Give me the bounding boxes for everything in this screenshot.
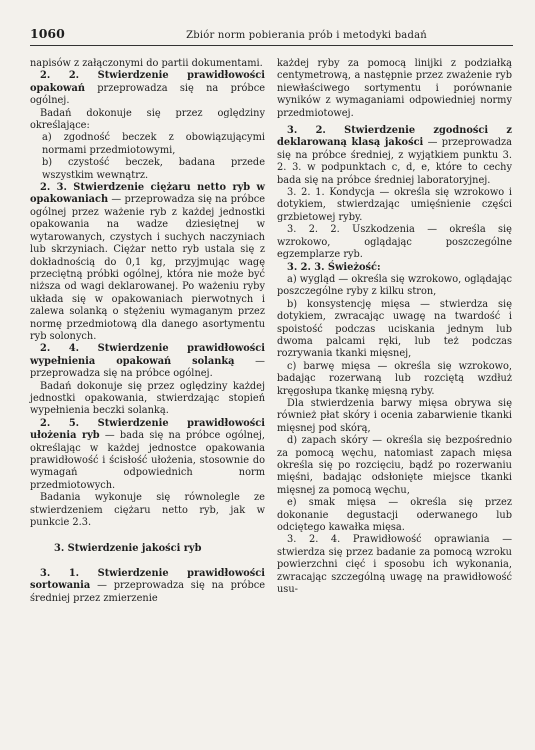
clause-heading: 3. 2. 3. Świeżość:: [287, 261, 381, 273]
text-columns: [30, 58, 513, 605]
page-header: [30, 26, 513, 46]
paragraph: 3. 2. 1. Kondycja — określa się wzrokowo i dotykiem, stwierdzając umięśnienie części grzbietowej ryby.: [277, 187, 512, 223]
paragraph: 3. 1. Stwierdzenie prawidłowości sortowania — przeprowadza się na próbce średniej przez zmierzenie: [30, 567, 265, 604]
paragraph: 3. 2. Stwierdzenie zgodności z deklarowaną klasą jakości — przeprowadza się na próbce średniej, z wyjątkiem punktu 3. 2. 3. w podpunktach c, d, e, które to cechy bada się na próbce średniej laboratoryjnej.: [277, 125, 512, 186]
paragraph: Badań dokonuje się przez oględziny każdej jednostki opakowania, stwierdzając stopień wypełnienia beczki solanką.: [30, 380, 265, 417]
list-item: a) zgodność beczek z obowiązującymi normami przedmiotowymi,: [42, 132, 265, 156]
clause-heading: 3. 2. Stwierdzenie zgodności z deklarowaną klasą jakości: [277, 125, 512, 149]
running-head: Zbiór norm pobierania prób i metodyki badań: [186, 30, 427, 41]
right-column: [277, 58, 512, 605]
paragraph: napisów z załączonymi do partii dokumentami.: [30, 58, 263, 69]
clause-heading: 2. 5. Stwierdzenie prawidłowości ułożenia ryb: [30, 417, 265, 442]
list-item: e) smak mięsa — określa się przez dokonanie degustacji oderwanego lub odciętego kawałka mięsa.: [277, 497, 512, 534]
paragraph: każdej ryby za pomocą linijki z podziałką centymetrową, a następnie przez zważenie ryb niewłaściwego sortymentu i porównanie wyników z wymaganiami odpowiedniej normy przedmiotowej.: [277, 58, 512, 119]
paragraph: 2. 2. Stwierdzenie prawidłowości opakowań przeprowadza się na próbce ogólnej.: [30, 70, 265, 107]
clause-heading: 2. 3. Stwierdzenie ciężaru netto ryb w opakowaniach: [30, 182, 265, 206]
paragraph: Badań dokonuje się przez oględziny określające:: [30, 107, 265, 132]
page-number: 1060: [30, 26, 65, 41]
paragraph: 3. 2. 4. Prawidłowość oprawiania — stwierdza się przez badanie za pomocą wzroku powierzchni cięć i sposobu ich wykonania, zwracając szczególną uwagę na prawidłowość usu-: [277, 534, 512, 596]
clause-heading: 2. 4. Stwierdzenie prawidłowości wypełnienia opakowań solanką: [30, 343, 265, 367]
paragraph: Dla stwierdzenia barwy mięsa obrywa się również płat skóry i ocenia zabarwienie tkanki mięsnej pod skórą,: [277, 397, 512, 434]
paragraph: Badania wykonuje się równolegle ze stwierdzeniem ciężaru netto ryb, jak w punkcie 2.3.: [30, 492, 265, 529]
list-item: d) zapach skóry — określa się bezpośrednio za pomocą węchu, natomiast zapach mięsa określa się po rozcięciu, bądź po rozerwaniu mięśni, badając odsłonięte miejsce tkanki mięsnej za pomocą węchu,: [277, 435, 512, 496]
list-item: a) wygląd — określa się wzrokowo, oglądając poszczególne ryby z kilku stron,: [277, 273, 512, 298]
clause-heading: 2. 2. Stwierdzenie prawidłowości opakowań: [30, 70, 265, 94]
list-item: b) konsystencję mięsa — stwierdza się dotykiem, zwracając uwagę na twardość i spoistość podczas uciskania jednym lub dwoma palcami ręki, lub też podczas rozrywania tkanki mięsnej,: [277, 298, 512, 360]
paragraph: 3. 2. 2. Uszkodzenia — określa się wzrokowo, oglądając poszczególne egzemplarze ryb.: [277, 224, 512, 261]
paragraph: 2. 4. Stwierdzenie prawidłowości wypełnienia opakowań solanką — przeprowadza się na próbce ogólnej.: [30, 343, 265, 380]
clause-heading: 3. 1. Stwierdzenie prawidłowości sortowania: [30, 567, 265, 592]
section-heading: 3. Stwierdzenie jakości ryb: [54, 543, 202, 555]
left-column: [30, 58, 265, 605]
paragraph: 2. 5. Stwierdzenie prawidłowości ułożenia ryb — bada się na próbce ogólnej, określając w każdej jednostce opakowania prawidłowość i ścisłość ułożenia, stosownie do wymagań odpowiednich norm przedmiotowych.: [30, 417, 266, 491]
list-item: b) czystość beczek, badana przede wszystkim wewnątrz.: [42, 157, 265, 181]
list-item: c) barwę mięsa — określa się wzrokowo, badając rozerwaną lub rozciętą wzdłuż kręgosłupa tkankę mięsną ryby.: [277, 360, 512, 397]
paragraph: 2. 3. Stwierdzenie ciężaru netto ryb w opakowaniach — przeprowadza się na próbce ogólnej przez ważenie ryb z każdej jednostki opakowania na wadze dziesiętnej w wytarowanych, czystych i suchych naczyniach lub skrzyniach. Ciężar netto ryb ustala się z dokładnością do 0,1 kg, przyjmując wagę przeciętną próbki ogólnej, która nie może być niższa od wagi deklarowanej. Po ważeniu ryby układa się w opakowaniach pierwotnych i zalewa solanką o stężeniu wymaganym przez normę przedmiotową dla danego asortymentu ryb solonych.: [30, 182, 265, 342]
